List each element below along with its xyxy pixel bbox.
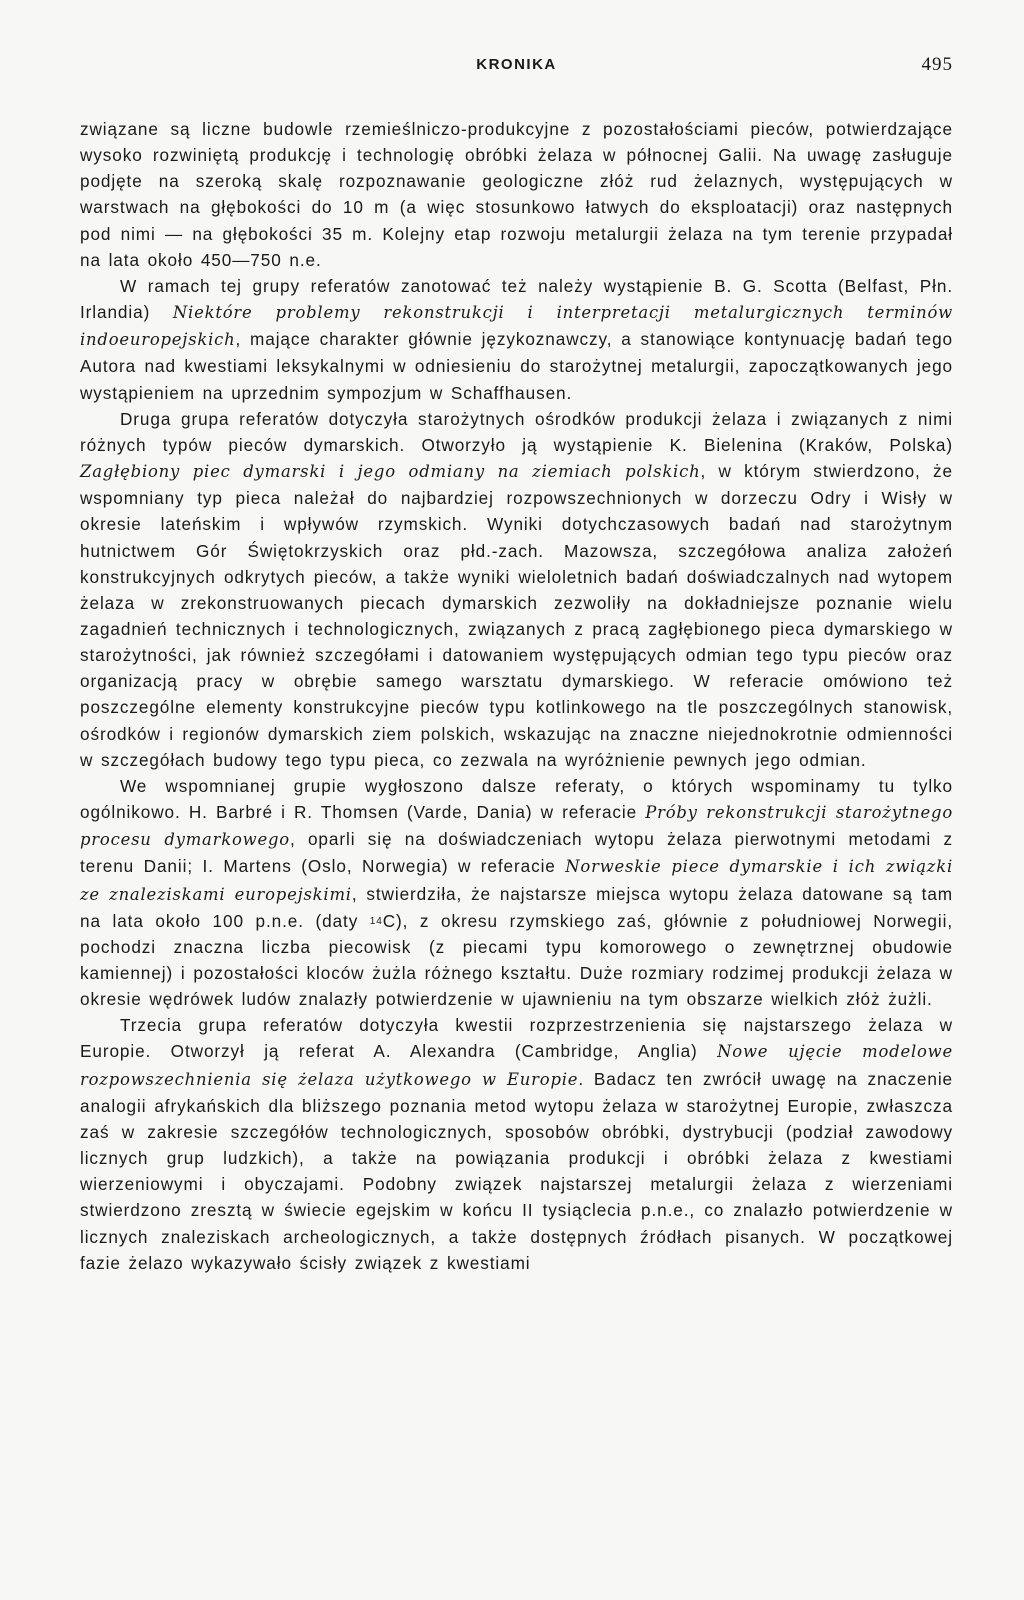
paragraph-3-text-a: Druga grupa referatów dotyczyła starożytnych ośrodków produkcji żelaza i związanych z nimi różnych typów pieców dymarskich. Otworzyło ją wystąpienie K. Bielenina (Kraków, Polska) [80,408,953,455]
paragraph-1 [80,116,953,273]
paragraph-4 [80,773,953,1012]
paper-title-martens: Norweskie piece dymarskie i ich związki ze znaleziskami europejskimi [80,857,953,904]
paper-title-barbre-thomsen: Próby rekonstrukcji starożytnego procesu dymarkowego [80,803,953,850]
paragraph-4-text-a: We wspomnianej grupie wygłoszono dalsze referaty, o których wspominamy tu tylko ogólnikowo. H. Barbré i R. Thomsen (Varde, Dania) w referacie [80,775,953,823]
paragraph-5-text-b: . Badacz ten zwrócił uwagę na znaczenie analogii afrykańskich dla bliższego poznania metod wytopu żelaza w starożytnej Europie, zwłaszcza zaś w zakresie szczegółów technologicznych, sposobów obróbki, dystrybucji (podział zawodowy licznych grup ludzkich), a także na powiązania produkcji i obróbki żelaza z kwestiami wierzeniowymi i obyczajami. Podobny związek najstarszej metalurgii żelaza z wierzeniami stwierdzono zresztą w świecie egejskim w końcu II tysiąclecia p.n.e., co znalazło potwierdzenie w licznych znaleziskach archeologicznych, a także dostępnych źródłach pisanych. W początkowej fazie żelazo wykazywało ścisły związek z kwestiami [80,1068,953,1273]
article-body [80,116,953,1276]
paragraph-4-text-b: , oparli się na doświadczeniach wytopu żelaza pierwotnymi metodami z terenu Danii; I. Martens (Oslo, Norwegia) w referacie [80,829,953,877]
running-head [80,52,953,86]
paragraph-5-text-a: Trzecia grupa referatów dotyczyła kwestii rozprzestrzenienia się najstarszego żelaza w Europie. Otworzył ją referat A. Alexandra (Cambridge, Anglia) [80,1015,953,1062]
paper-title-scott: Niektóre problemy rekonstrukcji i interpretacji metalurgicznych terminów indoeuropejskich [80,303,954,350]
paper-title-alexander: Nowe ujęcie modelowe rozpowszechnienia się żelaza użytkowego w Europie [80,1042,953,1089]
paragraph-2-text-a: W ramach tej grupy referatów zanotować też należy wystąpienie B. G. Scotta (Belfast, Płn. Irlandia) [80,275,953,323]
document-page [80,52,953,1276]
paragraph-4-text-d: C), z okresu rzymskiego zaś, głównie z południowej Norwegii, pochodzi znaczna liczba piecowisk (z piecami typu komorowego o zewnętrznej obudowie kamiennej) i pozostałości kloców żużla różnego kształtu. Duże rozmiary rodzimej produkcji żelaza w okresie wędrówek ludów znalazły potwierdzenie w ujawnieniu na tym obszarze wielkich złóż żużli. [80,910,953,1010]
paragraph-4-text-c: , stwierdziła, że najstarsze miejsca wytopu żelaza datowane są tam na lata około 100 p.n.e. (daty [80,883,953,931]
paragraph-1-text: związane są liczne budowle rzemieślniczo-produkcyjne z pozostałościami pieców, potwierdzające wysoko rozwiniętą produkcję i technologię obróbki żelaza w północnej Galii. Na uwagę zasługuje podjęte na szeroką skalę rozpoznawanie geologiczne złóż rud żelaznych, występujących w warstwach na głębokości do 10 m (a więc stosunkowo łatwych do eksploatacji) oraz następnych pod nimi — na głębokości 35 m. Kolejny etap rozwoju metalurgii żelaza na tym terenie przypadał na lata około 450—750 n.e. [80,119,953,270]
page-number: 495 [921,54,953,75]
paragraph-5 [80,1012,953,1276]
paragraph-3 [80,406,953,773]
paper-title-bielenin: Zagłębiony piec dymarski i jego odmiany na ziemiach polskich [80,462,701,482]
paragraph-2-text-b: , mające charakter głównie językoznawczy, a stanowiące kontynuację badań tego Autora nad kwestiami leksykalnymi w odniesieniu do starożytnej metalurgii, zapoczątkowanych jego wystąpieniem na uprzednim sympozjum w Schaffhausen. [80,329,953,403]
paragraph-2 [80,273,953,406]
isotope-superscript: 14 [369,915,383,927]
section-title: KRONIKA [476,56,557,73]
paragraph-3-text-b: , w którym stwierdzono, że wspomniany typ pieca należał do najbardziej rozpowszechnionych w dorzeczu Odry i Wisły w okresie lateńskim i wpływów rzymskich. Wyniki dotychczasowych badań nad starożytnym hutnictwem Gór Świętokrzyskich oraz płd.-zach. Mazowsza, szczegółowa analiza założeń konstrukcyjnych odkrytych pieców, a także wyniki wieloletnich badań doświadczalnych nad wytopem żelaza w zrekonstruowanych piecach dymarskich zezwoliły na dokładniejsze poznanie wielu zagadnień technicznych i technologicznych, związanych z pracą zagłębionego pieca dymarskiego w starożytności, jak również szczegółami i datowaniem występujących odmian tego typu pieców oraz organizacją pracy w obrębie samego warsztatu dymarskiego. W referacie omówiono też poszczególne elementy konstrukcyjne pieców typu kotlinkowego na tle poszczególnych stanowisk, ośrodków i regionów dymarskich ziem polskich, wskazując na znaczne niejednokrotnie odmienności w szczegółach budowy tego typu pieca, co zezwala na wyróżnienie pewnych jego odmian. [80,461,954,770]
